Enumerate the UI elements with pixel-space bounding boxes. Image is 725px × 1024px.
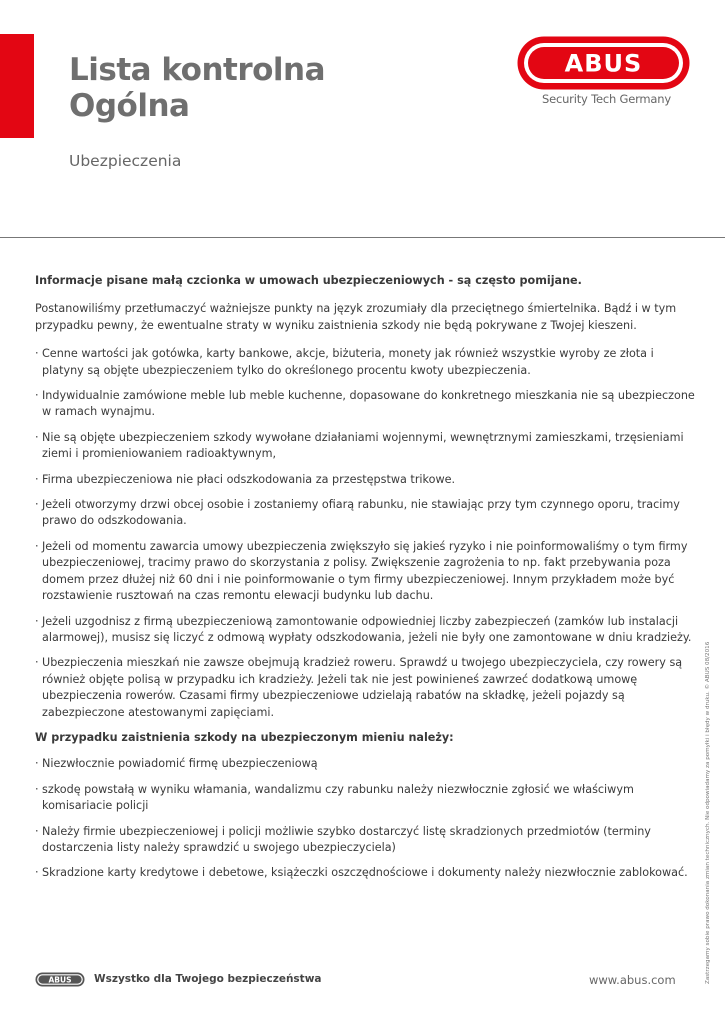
footer-logo-text: ABUS (48, 975, 72, 985)
logo-tagline: Security Tech Germany (542, 92, 671, 106)
title-line-2: Ogólna (69, 88, 190, 124)
page-subtitle: Ubezpieczenia (69, 152, 182, 170)
bullet-marker: · (35, 430, 39, 444)
bullet-marker: · (35, 866, 39, 880)
bullet-marker: · (35, 498, 39, 512)
list-item-text: Należy firmie ubezpieczeniowej i policji możliwie szybko dostarczyć listę skradzionych przedmiotów (terminy dostarczenia listy należy sprawdzić u swojego ubezpieczyciela) (42, 824, 651, 854)
bullet-marker: · (35, 614, 39, 628)
bullet-marker: · (35, 656, 39, 670)
section-heading: W przypadku zaistnienia szkody na ubezpieczonym mieniu należy: (35, 730, 454, 744)
list-item-text: Jeżeli otworzymy drzwi obcej osobie i zostaniemy ofiarą rabunku, nie stawiając przy tym czynnego oporu, tracimy prawo do odszkodowania. (42, 498, 680, 528)
list-item (35, 346, 695, 379)
exclusions-list (35, 346, 695, 721)
red-accent-bar (0, 34, 34, 138)
list-item-text: Indywidualnie zamówione meble lub meble kuchenne, dopasowane do konkretnego mieszkania nie są ubezpieczone w ramach wynajmu. (42, 389, 695, 419)
list-item-text: Ubezpieczenia mieszkań nie zawsze obejmują kradzież roweru. Sprawdź u twojego ubezpieczyciela, czy rowery są również objęte polisą w przypadku ich kradzieży. Jeżeli tak nie jest powinieneś zawrzeć dodatkową umowę ubezpieczenia rowerów. Czasami firmy ubezpieczeniowe udzielają rabatów na składkę, jeżeli pojazdy są zabezpieczone atestowanymi zapięciami. (42, 656, 683, 719)
page-title (69, 52, 325, 124)
intro-paragraph: Postanowiliśmy przetłumaczyć ważniejsze punkty na język zrozumiały dla przeciętnego śmiertelnika. Bądź i w tym przypadku pewny, że ewentualne straty w wyniku zaistnienia szkody nie będą pokrywane z Twojej kieszeni. (35, 302, 677, 332)
abus-logo (516, 35, 691, 91)
list-item (35, 824, 695, 857)
list-item-text: Jeżeli uzgodnisz z firmą ubezpieczeniową zamontowanie odpowiedniej liczby zabezpieczeń (zamków lub instalacji alarmowej), musisz się liczyć z odmową wypłaty odszkodowania, jeżeli nie były one zamontowane w dniu kradzieży. (42, 614, 692, 644)
list-item-text: szkodę powstałą w wyniku włamania, wandalizmu czy rabunku należy niezwłocznie zgłosić we właściwym komisariacie policji (42, 782, 634, 813)
bullet-marker: · (35, 539, 39, 553)
bullet-marker: · (35, 782, 39, 796)
legal-note: Zastrzegamy sobie prawo dokonania zmian technicznych. Nie odpowiadamy za pomyłki i błędy w druku. © ABUS 08/2016 (705, 641, 711, 984)
list-item-text: Skradzione karty kredytowe i debetowe, książeczki oszczędnościowe i dokumenty należy niezwłocznie zablokować. (42, 866, 688, 880)
footer-abus-logo (35, 972, 85, 987)
list-item (35, 497, 695, 530)
abus-logo-text: ABUS (564, 49, 643, 78)
list-item (35, 430, 695, 463)
list-item (35, 614, 695, 647)
list-item-text: Nie są objęte ubezpieczeniem szkody wywołane działaniami wojennymi, wewnętrznymi zamieszkami, trzęsieniami ziemi i promieniowaniem radioaktywnym, (42, 430, 684, 461)
list-item (35, 539, 695, 605)
header-divider (0, 237, 725, 238)
bullet-marker: · (35, 389, 39, 403)
steps-list (35, 756, 695, 881)
intro-heading: Informacje pisane małą czcionka w umowach ubezpieczeniowych - są często pomijane. (35, 274, 582, 287)
list-item-text: Firma ubezpieczeniowa nie płaci odszkodowania za przestępstwa trikowe. (42, 472, 456, 486)
list-item-text: Cenne wartości jak gotówka, karty bankowe, akcje, biżuteria, monety jak również wszystkie wyroby ze złota i platyny są objęte ubezpieczeniem tylko do określonego procentu kwoty ubezpieczenia. (42, 347, 654, 377)
list-item-text: Jeżeli od momentu zawarcia umowy ubezpieczenia zwiększyło się jakieś ryzyko i nie poinformowaliśmy o tym firmy ubezpieczeniowej, tracimy prawo do skorzystania z polisy. Zwiększenie zagrożenia to np. fakt przebywania poza domem przez dłużej niż 60 dni i nie poinformowanie o tym firmy ubezpieczeniowej. Innym przykładem może być rozstawienie rusztowań na czas remontu elewacji budynku lub dachu. (42, 539, 688, 603)
title-line-1: Lista kontrolna (69, 52, 326, 88)
footer-slogan: Wszystko dla Twojego bezpieczeństwa (94, 973, 322, 985)
list-item (35, 388, 695, 421)
document-body (35, 273, 695, 891)
list-item (35, 865, 695, 881)
list-item (35, 655, 695, 721)
list-item (35, 472, 695, 488)
bullet-marker: · (35, 347, 39, 361)
footer-url[interactable]: www.abus.com (589, 973, 676, 987)
list-item (35, 782, 695, 815)
bullet-marker: · (35, 824, 39, 838)
bullet-marker: · (35, 472, 39, 486)
list-item-text: Niezwłocznie powiadomić firmę ubezpieczeniową (42, 757, 318, 771)
list-item (35, 756, 695, 772)
bullet-marker: · (35, 757, 39, 771)
